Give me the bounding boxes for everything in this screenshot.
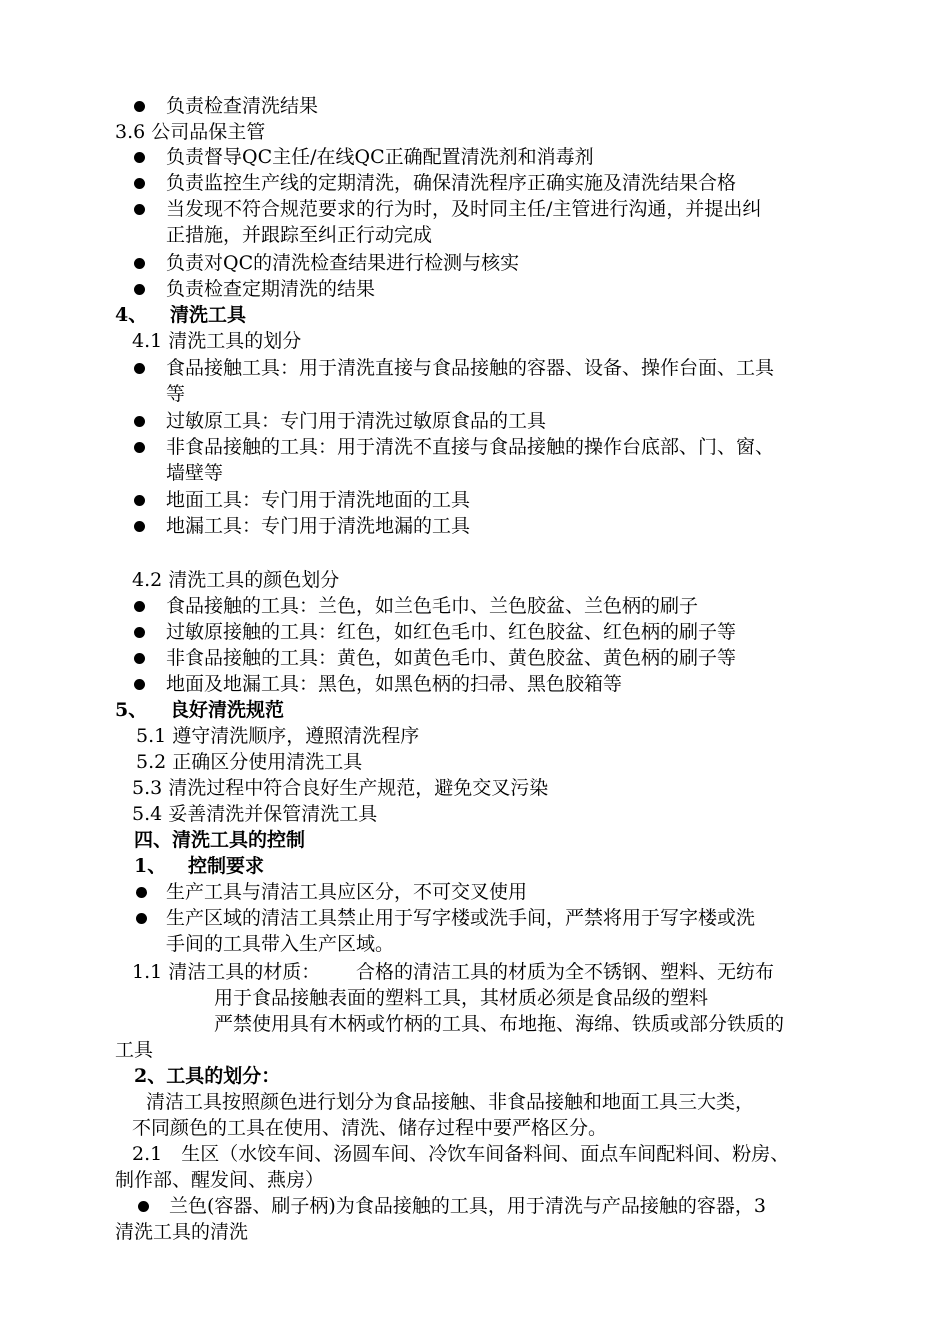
bullet-icon [134,101,145,112]
text-line: 地漏工具：专门用于清洗地漏的工具 [166,515,471,537]
bullet-icon [136,887,147,898]
text-line: 工具 [115,1039,154,1061]
section-heading-4: 清洗工具 [170,304,247,326]
bullet-icon [134,284,145,295]
text-line: 生产区域的清洁工具禁止用于写字楼或洗手间，严禁将用于写字楼或洗 [166,907,756,929]
text-line: 严禁使用具有木柄或竹柄的工具、布地拖、海绵、铁质或部分铁质的 [214,1013,785,1035]
text-line: 过敏原接触的工具：红色，如红色毛巾、红色胶盆、红色柄的刷子等 [166,621,737,643]
section-heading-1: 控制要求 [188,855,265,877]
bullet-icon [134,627,145,638]
text-line: 食品接触的工具：兰色，如兰色毛巾、兰色胶盆、兰色柄的刷子 [166,595,699,617]
bullet-icon [134,495,145,506]
text-line: 等 [166,383,186,405]
subsection-5-2: 5.2 正确区分使用清洗工具 [136,751,363,773]
section-number-4: 4、 [115,304,148,326]
bullet-icon [134,152,145,163]
paragraph-line: 清洁工具按照颜色进行划分为食品接触、非食品接触和地面工具三大类， [146,1091,755,1113]
text-line: 墙壁等 [166,462,224,484]
text-line: 负责对QC的清洗检查结果进行检测与核实 [166,252,520,274]
text-line: 负责监控生产线的定期清洗，确保清洗程序正确实施及清洗结果合格 [166,172,737,194]
section-number-5: 5、 [115,699,148,721]
bullet-icon [134,258,145,269]
bullet-icon [138,1201,149,1212]
bullet-icon [134,601,145,612]
text-line: 负责检查清洗结果 [166,95,319,117]
bullet-icon [134,363,145,374]
text-line: 过敏原工具：专门用于清洗过敏原食品的工具 [166,410,547,432]
text-line: 地面及地漏工具：黑色，如黑色柄的扫帚、黑色胶箱等 [166,673,623,695]
subsection-heading-4-2: 4.2 清洗工具的颜色划分 [132,569,340,591]
subsection-5-4: 5.4 妥善清洗并保管清洗工具 [132,803,378,825]
text-line: 非食品接触的工具：黄色，如黄色毛巾、黄色胶盆、黄色柄的刷子等 [166,647,737,669]
bullet-icon [134,653,145,664]
text-line: 非食品接触的工具：用于清洗不直接与食品接触的操作台底部、门、窗、 [166,436,775,458]
text-line: 地面工具：专门用于清洗地面的工具 [166,489,471,511]
section-number-1: 1、 [134,855,167,877]
text-line: 食品接触工具：用于清洗直接与食品接触的容器、设备、操作台面、工具 [166,357,775,379]
text-line: 兰色(容器、刷子柄)为食品接触的工具，用于清洗与产品接触的容器，3 [169,1195,766,1217]
text-line: 负责督导QC主任/在线QC正确配置清洗剂和消毒剂 [166,146,594,168]
section-heading-2: 2、工具的划分： [134,1065,281,1087]
text-line: 负责检查定期清洗的结果 [166,278,376,300]
bullet-icon [136,913,147,924]
text-line: 当发现不符合规范要求的行为时，及时同主任/主管进行沟通，并提出纠 [166,198,762,220]
paragraph-line: 不同颜色的工具在使用、清洗、储存过程中要严格区分。 [132,1117,608,1139]
subsection-1-1-label: 1.1 清洁工具的材质： [132,961,321,983]
bullet-icon [134,442,145,453]
subsection-2-1: 2.1 生区（水饺车间、汤圆车间、冷饮车间备料间、面点车间配料间、粉房、 [132,1143,790,1165]
text-line: 生产工具与清洁工具应区分，不可交叉使用 [166,881,528,903]
subsection-5-1: 5.1 遵守清洗顺序，遵照清洗程序 [136,725,420,747]
subsection-heading-4-1: 4.1 清洗工具的划分 [132,330,302,352]
text-line: 手间的工具带入生产区域。 [166,933,395,955]
bullet-icon [134,679,145,690]
bullet-icon [134,204,145,215]
chapter-heading-4: 四、清洗工具的控制 [134,829,306,851]
text-line: 合格的清洁工具的材质为全不锈钢、塑料、无纺布 [356,961,775,983]
text-line: 制作部、醒发间、燕房） [115,1169,325,1191]
section-heading-5: 良好清洗规范 [170,699,285,721]
bullet-icon [134,178,145,189]
section-heading-3-6: 3.6 公司品保主管 [115,121,266,143]
bullet-icon [134,521,145,532]
text-line: 清洗工具的清洗 [115,1221,249,1243]
text-line: 用于食品接触表面的塑料工具，其材质必须是食品级的塑料 [214,987,709,1009]
bullet-icon [134,416,145,427]
subsection-5-3: 5.3 清洗过程中符合良好生产规范，避免交叉污染 [132,777,549,799]
text-line: 正措施，并跟踪至纠正行动完成 [166,224,433,246]
